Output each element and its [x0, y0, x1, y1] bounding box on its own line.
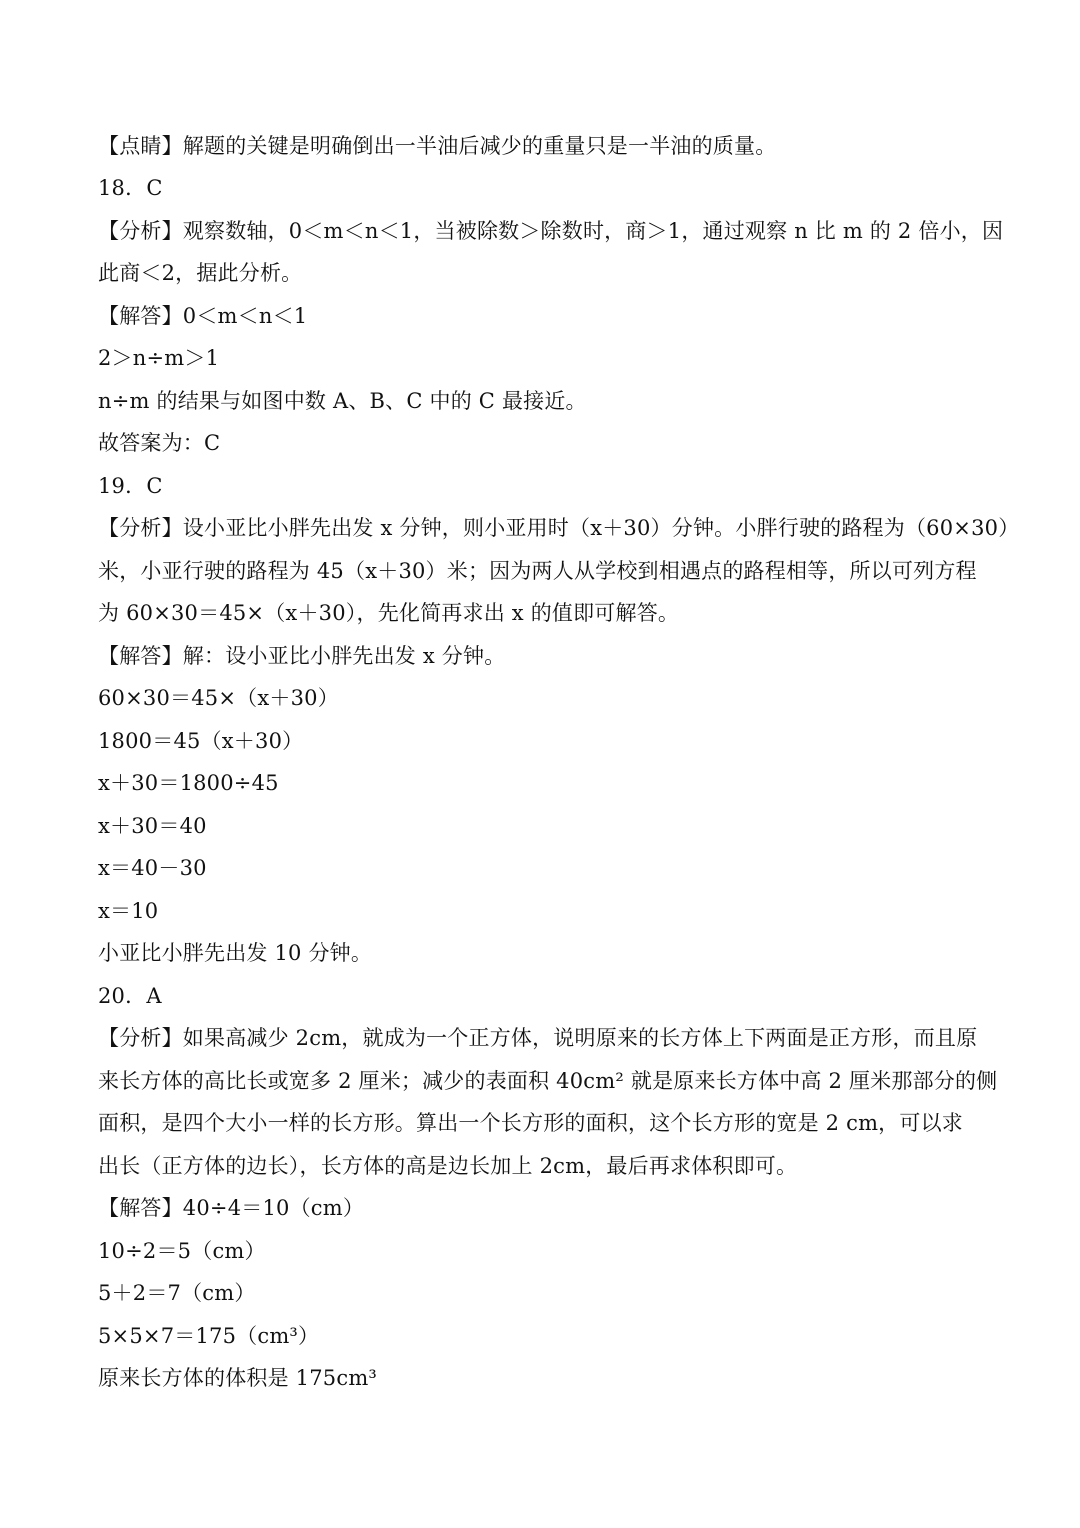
text-line: 【点睛】解题的关键是明确倒出一半油后减少的重量只是一半油的质量。 — [98, 134, 777, 158]
text-line: n÷m 的结果与如图中数 A、B、C 中的 C 最接近。 — [98, 389, 587, 413]
text-line: 5×5×7＝175（cm³） — [98, 1324, 320, 1348]
text-line: 面积，是四个大小一样的长方形。算出一个长方形的面积，这个长方形的宽是 2 cm，可以求 — [98, 1111, 963, 1135]
text-line: x＝40－30 — [98, 856, 207, 880]
text-line: x＝10 — [98, 899, 159, 923]
text-line: 10÷2＝5（cm） — [98, 1239, 266, 1263]
text-line: 米，小亚行驶的路程为 45（x＋30）米；因为两人从学校到相遇点的路程相等，所以可列方程 — [98, 559, 977, 583]
text-line: 【解答】0＜m＜n＜1 — [98, 304, 308, 328]
text-line: 【解答】40÷4＝10（cm） — [98, 1196, 365, 1220]
text-line: 2＞n÷m＞1 — [98, 346, 220, 370]
text-line: 来长方体的高比长或宽多 2 厘米；减少的表面积 40cm² 就是原来长方体中高 2 厘米那部分的侧 — [98, 1069, 998, 1093]
text-line: 5＋2＝7（cm） — [98, 1281, 256, 1305]
text-line: 【解答】解：设小亚比小胖先出发 x 分钟。 — [98, 644, 506, 668]
text-line: 出长（正方体的边长），长方体的高是边长加上 2cm，最后再求体积即可。 — [98, 1154, 798, 1178]
text-line: 小亚比小胖先出发 10 分钟。 — [98, 941, 373, 965]
text-line: 1800＝45（x＋30） — [98, 729, 304, 753]
text-line: 【分析】观察数轴，0＜m＜n＜1，当被除数＞除数时，商＞1，通过观察 n 比 m 的 2 倍小，因 — [98, 219, 1004, 243]
text-line: 60×30＝45×（x＋30） — [98, 686, 339, 710]
question-number: 18．C — [98, 176, 163, 200]
text-line: 【分析】设小亚比小胖先出发 x 分钟，则小亚用时（x＋30）分钟。小胖行驶的路程为（60×30） — [98, 516, 1020, 540]
text-line: x＋30＝40 — [98, 814, 207, 838]
text-line: 原来长方体的体积是 175cm³ — [98, 1366, 378, 1390]
question-number: 20．A — [98, 984, 162, 1008]
text-line: 【分析】如果高减少 2cm，就成为一个正方体，说明原来的长方体上下两面是正方形，而且原 — [98, 1026, 978, 1050]
question-number: 19．C — [98, 474, 163, 498]
text-line: x＋30＝1800÷45 — [98, 771, 279, 795]
text-line: 此商＜2，据此分析。 — [98, 261, 303, 285]
text-line: 为 60×30＝45×（x＋30），先化简再求出 x 的值即可解答。 — [98, 601, 680, 625]
text-line: 故答案为：C — [98, 431, 221, 455]
